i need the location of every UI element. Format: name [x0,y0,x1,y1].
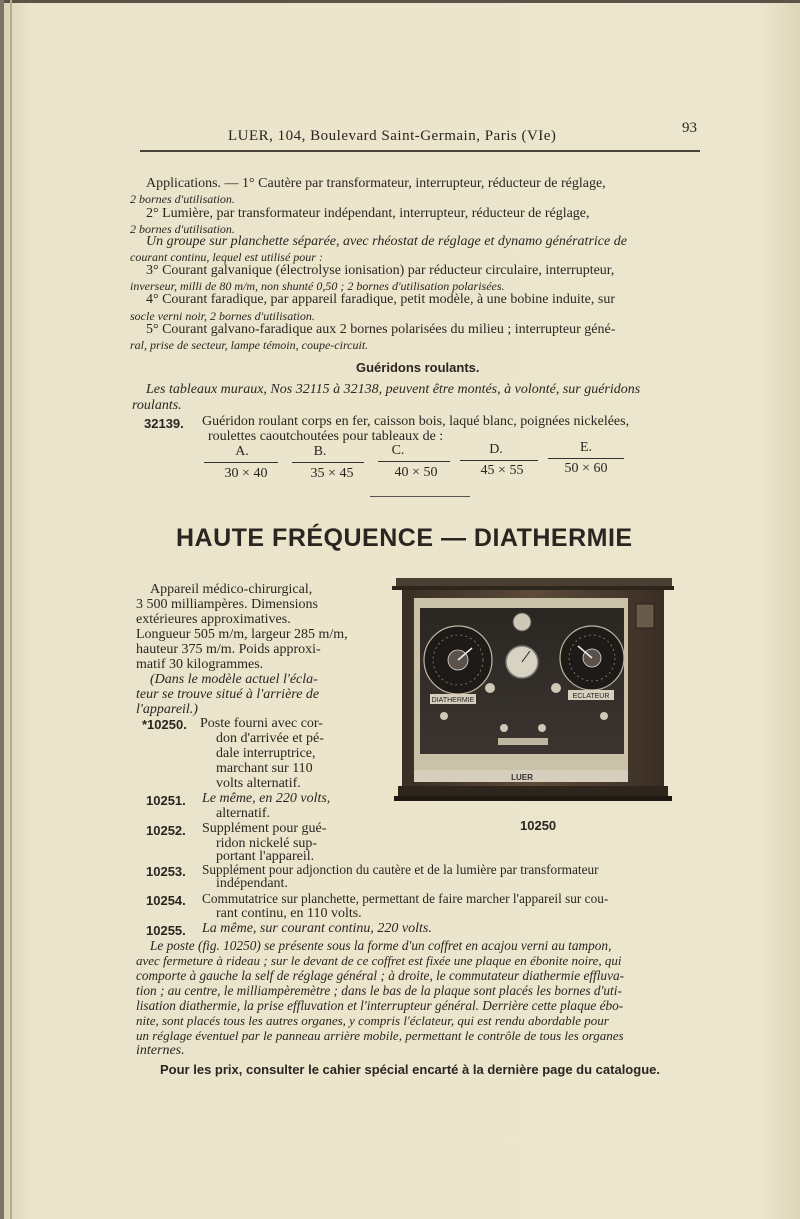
item-10250-line-3: dale interruptrice, [216,746,316,761]
para-line-8: internes. [136,1043,185,1058]
note-line-3: l'appareil.) [136,702,198,717]
para-line-7: un réglage éventuel par le panneau arrière mobile, permettant le contrôle de tous les organes [136,1028,624,1043]
size-rule-e [548,458,624,459]
desc-line-5: hauteur 375 m/m. Poids approxi- [136,642,321,657]
item-10253-line-2: indépendant. [216,876,288,891]
page-number: 93 [682,120,697,136]
para-line-6: nite, sont placés tous les autres organes, y compris l'éclateur, qui est rendu abordable pour [136,1013,609,1028]
note-line-1: (Dans le modèle actuel l'écla- [150,672,318,687]
item-10251-line-2: alternatif. [216,806,271,821]
gueridons-intro-1: Les tableaux muraux, Nos 32115 à 32138, peuvent être montés, à volonté, sur guéridons [146,382,641,397]
applications-line-10: socle verni noir, 2 bornes d'utilisation. [130,309,315,323]
section-separator [370,496,470,497]
header-rule [140,150,700,152]
desc-line-4: Longueur 505 m/m, largeur 285 m/m, [136,627,348,642]
para-line-4: tion ; au centre, le milliampèremètre ; dans le bas de la plaque sont placés les bornes d'uti- [136,983,622,998]
applications-line-2: 2 bornes d'utilisation. [130,192,235,206]
gueridons-item-line-2: roulettes caoutchoutées pour tableaux de : [208,429,444,444]
size-letter-a: A. [235,444,249,459]
applications-line-5: Un groupe sur planchette séparée, avec rhéostat de réglage et dynamo génératrice de [146,234,627,249]
item-10250-line-4: marchant sur 110 [216,761,313,776]
item-10253-code: 10253. [146,864,186,879]
desc-line-1: Appareil médico-chirurgical, [150,582,313,597]
item-10251-line-1: Le même, en 220 volts, [202,791,331,806]
applications-line-4: 2 bornes d'utilisation. [130,222,235,236]
item-10250-line-2: don d'arrivée et pé- [216,731,324,746]
size-value-c: 40 × 50 [394,465,438,480]
item-10252-line-3: portant l'appareil. [216,849,315,864]
item-10252-line-2: ridon nickelé sup- [216,836,318,851]
item-10251-code: 10251. [146,793,186,808]
gueridons-item-line-1: Guéridon roulant corps en fer, caisson bois, laqué blanc, poignées nickelées, [202,414,630,429]
footer-note: Pour les prix, consulter le cahier spécial encarté à la dernière page du catalogue. [160,1062,660,1077]
size-value-d: 45 × 55 [480,463,524,478]
size-letter-e: E. [579,440,593,455]
running-title: LUER, 104, Boulevard Saint-Germain, Paris (VIe) [228,128,557,144]
item-10252-line-1: Supplément pour gué- [202,821,327,836]
size-rule-d [460,460,538,461]
diathermie-label: DIATHERMIE [431,697,475,704]
applications-line-11: 5° Courant galvano-faradique aux 2 bornes polarisées du milieu ; interrupteur géné- [146,322,616,337]
size-rule-a [204,462,278,463]
size-letter-b: B. [313,444,327,459]
size-value-e: 50 × 60 [564,461,608,476]
note-line-2: teur se trouve situé à l'arrière de [136,687,320,702]
item-10250-line-1: Poste fourni avec cor- [200,716,323,731]
item-10254-line-1: Commutatrice sur planchette, permettant de faire marcher l'appareil sur cou- [202,891,609,906]
size-letter-c: C. [391,443,405,458]
gueridons-item-code: 32139. [144,416,184,431]
para-line-3: comporte à gauche la self de réglage général ; à droite, le commutateur diathermie effluva- [136,968,625,983]
gueridons-heading: Guéridons roulants. [356,360,480,375]
desc-line-3: extérieures approximatives. [136,612,291,627]
applications-line-12: ral, prise de secteur, lampe témoin, coupe-circuit. [130,338,369,352]
applications-line-7: 3° Courant galvanique (électrolyse ionisation) par réducteur circulaire, interrupteur, [146,263,615,278]
size-rule-b [292,462,364,463]
desc-line-2: 3 500 milliampères. Dimensions [136,597,318,612]
applications-line-9: 4° Courant faradique, par appareil faradique, petit modèle, à une bobine induite, sur [146,292,615,307]
applications-line-1: Applications. — 1° Cautère par transformateur, interrupteur, réducteur de réglage, [146,176,606,191]
page-top-edge [0,0,800,3]
section-title: HAUTE FRÉQUENCE — DIATHERMIE [176,524,633,552]
item-10252-code: 10252. [146,823,186,838]
margin-rule [10,0,12,1219]
eclateur-label: ECLATEUR [572,693,610,700]
para-line-1: Le poste (fig. 10250) se présente sous la forme d'un coffret en acajou verni au tampon, [150,938,612,953]
item-10253-line-1: Supplément pour adjonction du cautère et de la lumière par transformateur [202,862,599,877]
size-value-a: 30 × 40 [224,466,268,481]
size-rule-c [378,461,450,462]
applications-line-3: 2° Lumière, par transformateur indépendant, interrupteur, réducteur de réglage, [146,206,590,221]
cabinet-base [398,786,668,796]
item-10250-code: *10250. [142,717,187,732]
applications-line-6: courant continu, lequel est utilisé pour : [130,250,323,264]
item-10254-line-2: rant continu, en 110 volts. [216,906,362,921]
desc-line-6: matif 30 kilogrammes. [136,657,264,672]
brand-label: LUER [511,773,533,782]
gueridons-intro-2: roulants. [132,398,182,413]
binding-edge [0,0,4,1219]
size-value-b: 35 × 45 [310,466,354,481]
item-10255-line-1: La même, sur courant continu, 220 volts. [202,921,432,936]
applications-line-8: inverseur, milli de 80 m/m, non shunté 0,50 ; 2 bornes d'utilisation polarisées. [130,279,505,293]
size-letter-d: D. [489,442,503,457]
item-10255-code: 10255. [146,923,186,938]
figure-caption: 10250 [520,818,557,833]
item-10250-line-5: volts alternatif. [216,776,301,791]
item-10254-code: 10254. [146,893,186,908]
diathermie-apparatus-illustration [392,576,674,806]
para-line-2: avec fermeture à rideau ; sur le devant de ce coffret est fixée une plaque en ébonite noire, qui [136,953,622,968]
para-line-5: lisation diathermie, la prise effluvation et l'interrupteur général. Derrière cette plaque ébo- [136,998,624,1013]
